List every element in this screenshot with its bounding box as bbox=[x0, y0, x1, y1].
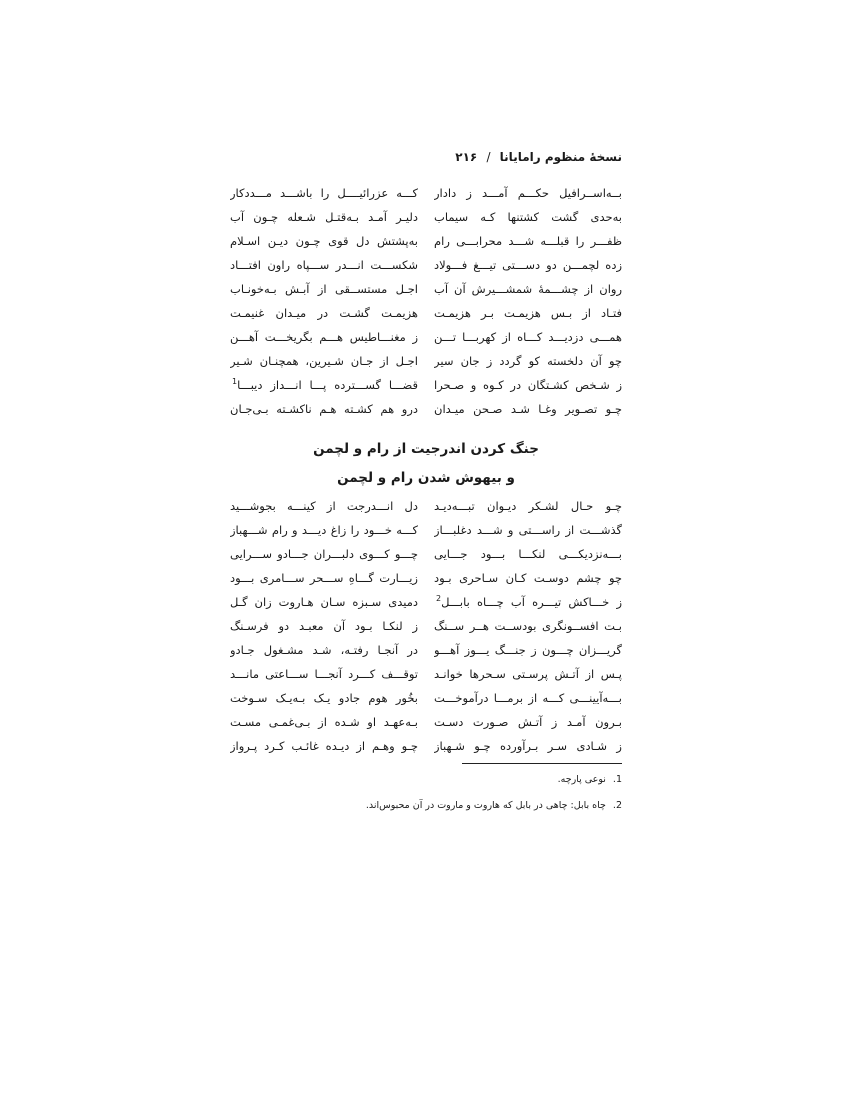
first-hemistich bbox=[434, 662, 622, 686]
verse-couplet bbox=[230, 614, 622, 638]
footnote-divider bbox=[462, 763, 622, 764]
first-hemistich bbox=[434, 710, 622, 734]
page-number: ۲۱۶ bbox=[455, 150, 478, 164]
verse-text: چو چشم دوسـت کـان سـاحری بـود bbox=[434, 571, 622, 585]
verse-text: چـو وهـم از دیـده غائـب کـرد پـرواز bbox=[230, 739, 418, 753]
verse-text: اجـل مستســقی از آبـش بـه‌خونـاب bbox=[230, 282, 418, 296]
verse-couplet bbox=[230, 325, 622, 349]
first-hemistich bbox=[434, 614, 622, 638]
second-hemistich bbox=[230, 734, 418, 758]
second-hemistich bbox=[230, 325, 418, 349]
second-hemistich bbox=[230, 253, 418, 277]
verse-couplet bbox=[230, 229, 622, 253]
first-hemistich bbox=[434, 494, 622, 518]
first-hemistich bbox=[434, 734, 622, 758]
second-hemistich bbox=[230, 566, 418, 590]
verse-couplet bbox=[230, 734, 622, 758]
first-hemistich bbox=[434, 325, 622, 349]
header-separator: / bbox=[486, 150, 491, 164]
verse-text: ز شـخص کشـتگان در کـوه و صـحرا bbox=[434, 378, 622, 392]
verse-text: ز مغنـــاطیس هـــم بگریخـــت آهـــن bbox=[230, 330, 418, 344]
verse-text: شکســـت انـــدر ســـپاه راون افتـــاد bbox=[230, 258, 418, 272]
verse-couplet bbox=[230, 253, 622, 277]
section-title-line-1: جنگ کردن اندرجیت از رام و لچمن bbox=[313, 441, 539, 457]
first-hemistich bbox=[434, 542, 622, 566]
second-hemistich bbox=[230, 614, 418, 638]
verse-text: چو آن دلخسته کو گردد ز جان سیر bbox=[434, 354, 622, 368]
verse-text: به‌حدی گشت کشتنها کـه سیماب bbox=[434, 210, 622, 224]
footnote-reference[interactable]: 1 bbox=[232, 377, 238, 387]
second-hemistich bbox=[230, 205, 418, 229]
first-hemistich bbox=[434, 686, 622, 710]
second-hemistich bbox=[230, 686, 418, 710]
verse-block-2 bbox=[230, 494, 622, 758]
first-hemistich bbox=[434, 181, 622, 205]
footnote-number: 1. bbox=[612, 774, 622, 785]
second-hemistich bbox=[230, 397, 418, 421]
verse-text: دلیـر آمـد بـه‌قتـل شـعله چـون آب bbox=[230, 210, 418, 224]
verse-text: به‌پشتش دل قوی چـون دیـن اسـلام bbox=[230, 234, 418, 248]
first-hemistich bbox=[434, 349, 622, 373]
verse-text: چـو تصـویر وغـا شـد صـحن میـدان bbox=[434, 402, 622, 416]
verse-couplet bbox=[230, 590, 622, 614]
verse-text: ز خـــاکش تیـــره آب چـــاه بابـــل bbox=[441, 595, 622, 609]
verse-text: بـت افســونگری بودســت هــر ســنگ bbox=[434, 619, 622, 633]
first-hemistich bbox=[434, 590, 622, 614]
first-hemistich bbox=[434, 397, 622, 421]
verse-text: روان از چشـــمهٔ شمشـــیرش آن آب bbox=[434, 282, 622, 296]
verse-couplet bbox=[230, 373, 622, 397]
second-hemistich bbox=[230, 277, 418, 301]
verse-text: دمیدی سـبزه سـان هـاروت زان گـل bbox=[230, 595, 418, 609]
verse-couplet bbox=[230, 686, 622, 710]
verse-text: در آنجـا رفتـه، شـد مشـغول جـادو bbox=[230, 643, 418, 657]
verse-text: همـــی دزدیـــد کـــاه از کهربـــا تـــن bbox=[434, 330, 622, 344]
first-hemistich bbox=[434, 373, 622, 397]
second-hemistich bbox=[230, 494, 418, 518]
first-hemistich bbox=[434, 301, 622, 325]
verse-text: چـو حـال لشـکر دیـوان تبـــه‌دیـد bbox=[434, 499, 622, 513]
footnotes bbox=[230, 770, 622, 822]
second-hemistich bbox=[230, 349, 418, 373]
verse-couplet bbox=[230, 301, 622, 325]
verse-couplet bbox=[230, 397, 622, 421]
verse-text: هزیمـت گشـت در میـدان غنیمـت bbox=[230, 306, 418, 320]
first-hemistich bbox=[434, 277, 622, 301]
first-hemistich bbox=[434, 253, 622, 277]
verse-text: اجـل از جـان شـیرین، همچنـان شـیر bbox=[230, 354, 418, 368]
first-hemistich bbox=[434, 518, 622, 542]
verse-couplet bbox=[230, 638, 622, 662]
verse-couplet bbox=[230, 277, 622, 301]
second-hemistich bbox=[230, 373, 418, 397]
verse-couplet bbox=[230, 710, 622, 734]
verse-text: ز لنکـا بـود آن معبـد دو فرسـنگ bbox=[230, 619, 418, 633]
header-title: نسخهٔ منظوم رامایانا bbox=[499, 150, 622, 164]
verse-text: بخُور هوم جادو یـک بـه‌یـک سـوخت bbox=[230, 691, 418, 705]
verse-text: زیـــارت گـــاهِ ســـحر ســـامری بـــود bbox=[230, 571, 418, 585]
verse-text: بــه‌اســرافیل حکـــم آمـــد ز دادار bbox=[434, 186, 622, 200]
second-hemistich bbox=[230, 181, 418, 205]
second-hemistich bbox=[230, 301, 418, 325]
verse-couplet bbox=[230, 518, 622, 542]
second-hemistich bbox=[230, 518, 418, 542]
verse-text: فتـاد از بـس هزیمـت بـر هزیمـت bbox=[434, 306, 622, 320]
verse-couplet bbox=[230, 566, 622, 590]
verse-text: توقـــف کـــرد آنجـــا ســـاعتی مانـــد bbox=[230, 667, 418, 681]
verse-text: درو هم کشـته هـم ناکشـته بـی‌جـان bbox=[230, 402, 418, 416]
running-header bbox=[230, 150, 622, 168]
footnote-2 bbox=[230, 796, 622, 822]
verse-text: گریـــزان چـــون ز جنـــگ یـــوز آهـــو bbox=[434, 643, 622, 657]
footnote-1 bbox=[230, 770, 622, 796]
verse-text: ز شـادی سـر بـرآورده چـو شـهباز bbox=[434, 739, 622, 753]
first-hemistich bbox=[434, 205, 622, 229]
verse-couplet bbox=[230, 542, 622, 566]
verse-block-1 bbox=[230, 181, 622, 421]
verse-text: بـرون آمـد ز آتـش صـورت دسـت bbox=[434, 715, 622, 729]
second-hemistich bbox=[230, 710, 418, 734]
verse-text: بـه‌عهـد او شـده از بـی‌غمـی مسـت bbox=[230, 715, 418, 729]
verse-couplet bbox=[230, 205, 622, 229]
verse-text: بـــه‌نزدیکـــی لنکـــا بـــود جـــایی bbox=[434, 547, 622, 561]
verse-text: بـــه‌آیینـــی کـــه از برمـــا درآموخـــت bbox=[434, 691, 622, 705]
verse-text: پـس از آتـش پرسـتی سـحرها خوانـد bbox=[434, 667, 622, 681]
footnote-reference[interactable]: 2 bbox=[436, 594, 442, 604]
verse-text: چـــو کـــوی دلبـــران جـــادو ســـرایی bbox=[230, 547, 418, 561]
first-hemistich bbox=[434, 566, 622, 590]
footnote-number: 2. bbox=[612, 800, 622, 811]
second-hemistich bbox=[230, 662, 418, 686]
second-hemistich bbox=[230, 542, 418, 566]
verse-couplet bbox=[230, 494, 622, 518]
verse-couplet bbox=[230, 662, 622, 686]
verse-couplet bbox=[230, 349, 622, 373]
verse-text: گذشـــت از راســـتی و شـــد دغلبـــاز bbox=[434, 523, 622, 537]
section-title-line-2: و بیهوش شدن رام و لچمن bbox=[337, 470, 515, 486]
footnote-text: نوعی پارچه. bbox=[557, 774, 606, 785]
verse-couplet bbox=[230, 181, 622, 205]
first-hemistich bbox=[434, 229, 622, 253]
second-hemistich bbox=[230, 590, 418, 614]
verse-text: دل انـــدرجت از کینـــه بجوشـــید bbox=[230, 499, 418, 513]
first-hemistich bbox=[434, 638, 622, 662]
footnote-text: چاه بابل: چاهی در بابل که هاروت و ماروت در آن محبوس‌اند. bbox=[365, 800, 606, 811]
verse-text: کـــه عزرائیــــل را باشـــد مـــددکار bbox=[230, 186, 418, 200]
second-hemistich bbox=[230, 638, 418, 662]
verse-text: ظفـــر را قبلـــه شـــد محرابـــی رام bbox=[434, 234, 622, 248]
verse-text: کـــه خـــود را زاغ دیـــد و رام شـــهباز bbox=[230, 523, 418, 537]
verse-text: قضـــا گســـترده پـــا انـــداز دیبـــا bbox=[237, 378, 418, 392]
verse-text: زده لچمـــن دو دســـتی تیـــغ فـــولاد bbox=[434, 258, 622, 272]
second-hemistich bbox=[230, 229, 418, 253]
